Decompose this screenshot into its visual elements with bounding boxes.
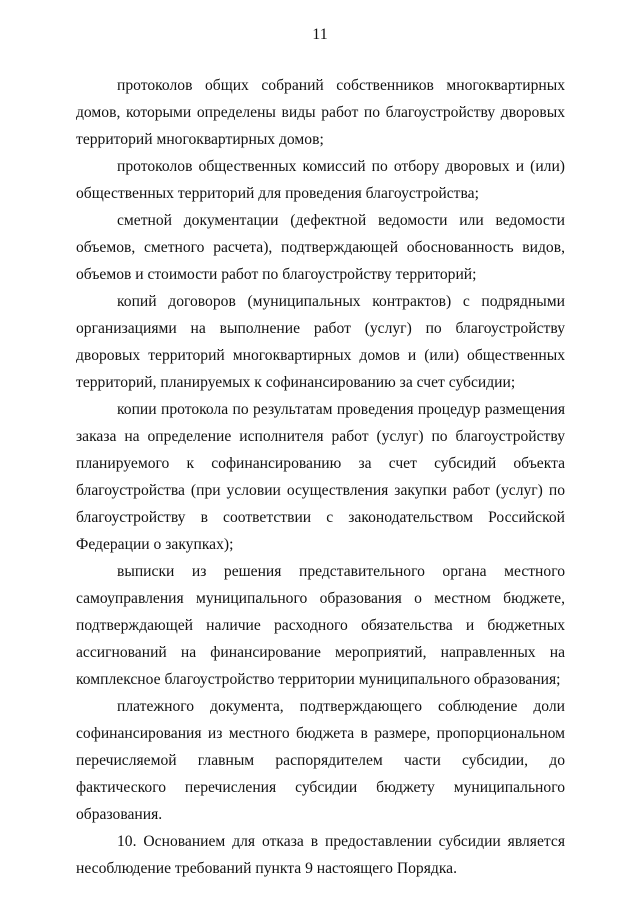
document-body xyxy=(76,72,565,882)
paragraph-protocols-commissions: протоколов общественных комиссий по отбору дворовых и (или) общественных территорий для проведения благоустройства; xyxy=(76,158,565,202)
paragraph-budget-extract: выписки из решения представительного органа местного самоуправления муниципального образования о местном бюджете, подтверждающей наличие расходного обязательства и бюджетных ассигнований на финансирование мероприятий, направленных на комплексное благоустройство территории муниципального образования; xyxy=(76,563,565,688)
paragraph-procurement-protocol: копии протокола по результатам проведения процедур размещения заказа на определение исполнителя работ (услуг) по благоустройству планируемого к софинансированию за счет субсидий объекта благоустройства (при условии осуществления закупки работ (услуг) по благоустройству в соответствии с законодательством Российской Федерации о закупках); xyxy=(76,401,565,553)
paragraph-refusal-grounds: 10. Основанием для отказа в предоставлении субсидии является несоблюдение требований пункта 9 настоящего Порядка. xyxy=(76,833,565,877)
paragraph-protocols-owners: протоколов общих собраний собственников многоквартирных домов, которыми определены виды работ по благоустройству дворовых территорий многоквартирных домов; xyxy=(76,77,565,148)
paragraph-payment-document: платежного документа, подтверждающего соблюдение доли софинансирования из местного бюджета в размере, пропорциональном перечисляемой главным распорядителем части субсидии, до фактического перечисления субсидии бюджету муниципального образования. xyxy=(76,698,565,823)
page-number: 11 xyxy=(312,26,328,43)
paragraph-contract-copies: копий договоров (муниципальных контрактов) с подрядными организациями на выполнение работ (услуг) по благоустройству дворовых территорий многоквартирных домов и (или) общественных территорий, планируемых к софинансированию за счет субсидии; xyxy=(76,293,565,391)
paragraph-estimate-documentation: сметной документации (дефектной ведомости или ведомости объемов, сметного расчета), подтверждающей обоснованность видов, объемов и стоимости работ по благоустройству территорий; xyxy=(76,212,565,283)
